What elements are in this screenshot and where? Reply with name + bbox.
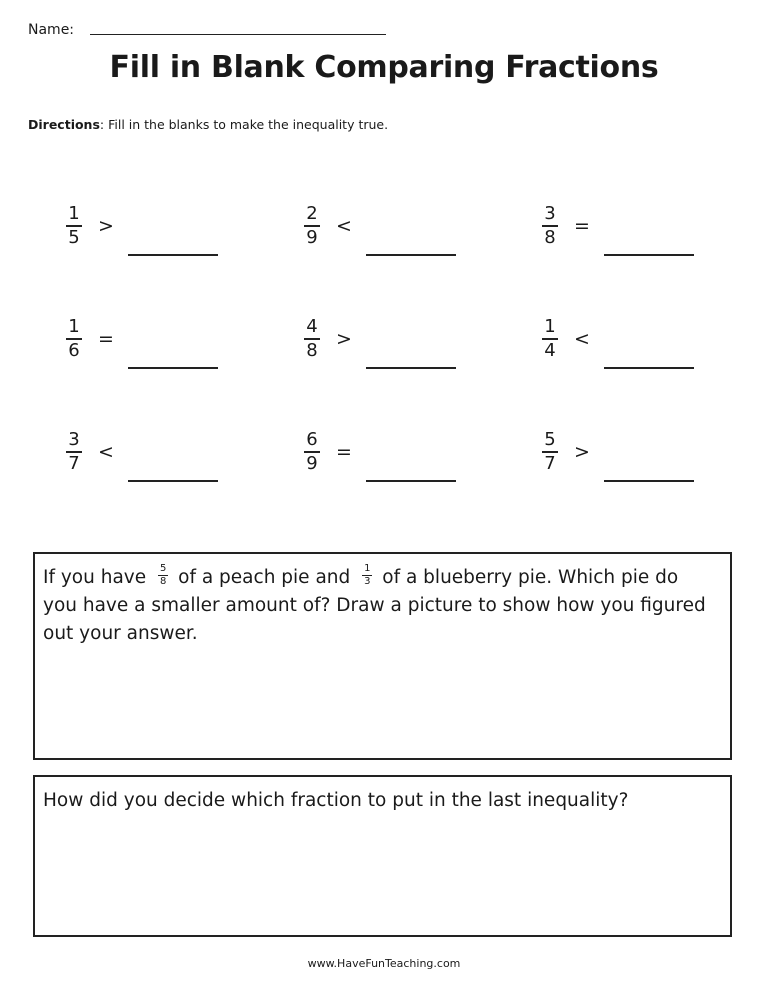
comparison-operator: < [574, 328, 590, 350]
answer-blank[interactable] [366, 367, 456, 369]
directions [28, 117, 388, 132]
question1-part3: of a blueberry pie. Which pie do you have a smaller amount of? Draw a picture to show how you figured out your answer. [43, 567, 706, 644]
fraction-denominator: 9 [306, 453, 318, 474]
answer-blank[interactable] [366, 254, 456, 256]
fraction-numerator: 3 [68, 429, 80, 450]
fraction-numerator: 6 [306, 429, 318, 450]
fraction-numerator: 5 [544, 429, 556, 450]
word-problem-box-1[interactable] [33, 552, 732, 760]
fraction-denominator: 7 [68, 453, 80, 474]
fraction [302, 317, 322, 361]
fraction-denominator: 8 [544, 227, 556, 248]
answer-blank[interactable] [128, 480, 218, 482]
directions-text: : Fill in the blanks to make the inequality true. [99, 117, 389, 132]
comparison-operator: < [98, 441, 114, 463]
word-problem-1-text [43, 564, 718, 648]
name-row [28, 22, 386, 38]
word-problem-box-2[interactable] [33, 775, 732, 937]
fraction-denominator: 6 [68, 340, 80, 361]
fraction [64, 204, 84, 248]
answer-blank[interactable] [128, 254, 218, 256]
answer-blank[interactable] [604, 480, 694, 482]
comparison-operator: > [336, 328, 352, 350]
fraction-numerator: 5 [159, 562, 167, 574]
fraction-denominator: 5 [68, 227, 80, 248]
worksheet-title: Fill in Blank Comparing Fractions [109, 50, 659, 85]
fraction-numerator: 1 [364, 562, 371, 574]
comparison-operator: > [98, 215, 114, 237]
fraction-numerator: 1 [68, 203, 80, 224]
answer-blank[interactable] [604, 254, 694, 256]
footer-website: www.HaveFunTeaching.com [307, 957, 461, 970]
comparison-operator: = [336, 441, 352, 463]
inline-fraction [156, 564, 170, 587]
fraction [540, 204, 560, 248]
answer-blank[interactable] [128, 367, 218, 369]
fraction-denominator: 3 [364, 575, 371, 587]
name-label: Name: [28, 22, 75, 38]
fraction-denominator: 7 [544, 453, 556, 474]
word-problem-2-text: How did you decide which fraction to put in the last inequality? [43, 790, 629, 811]
fraction-numerator: 1 [544, 316, 556, 337]
fraction-denominator: 9 [306, 227, 318, 248]
comparison-operator: > [574, 441, 590, 463]
comparison-operator: < [336, 215, 352, 237]
fraction [302, 204, 322, 248]
fraction-numerator: 1 [68, 316, 80, 337]
fraction [64, 317, 84, 361]
comparison-operator: = [98, 328, 114, 350]
fraction [540, 317, 560, 361]
question1-part2: of a peach pie and [178, 567, 351, 588]
fraction-numerator: 4 [306, 316, 318, 337]
fraction [302, 430, 322, 474]
fraction-denominator: 4 [544, 340, 556, 361]
fraction [64, 430, 84, 474]
answer-blank[interactable] [604, 367, 694, 369]
fraction-numerator: 3 [544, 203, 556, 224]
fraction [540, 430, 560, 474]
fraction-denominator: 8 [306, 340, 318, 361]
answer-blank[interactable] [366, 480, 456, 482]
inline-fraction [360, 564, 374, 587]
fraction-denominator: 8 [159, 575, 167, 587]
name-blank-line[interactable] [90, 34, 386, 35]
comparison-operator: = [574, 215, 590, 237]
fraction-numerator: 2 [306, 203, 318, 224]
question1-part1: If you have [43, 567, 147, 588]
directions-label: Directions [28, 117, 100, 132]
